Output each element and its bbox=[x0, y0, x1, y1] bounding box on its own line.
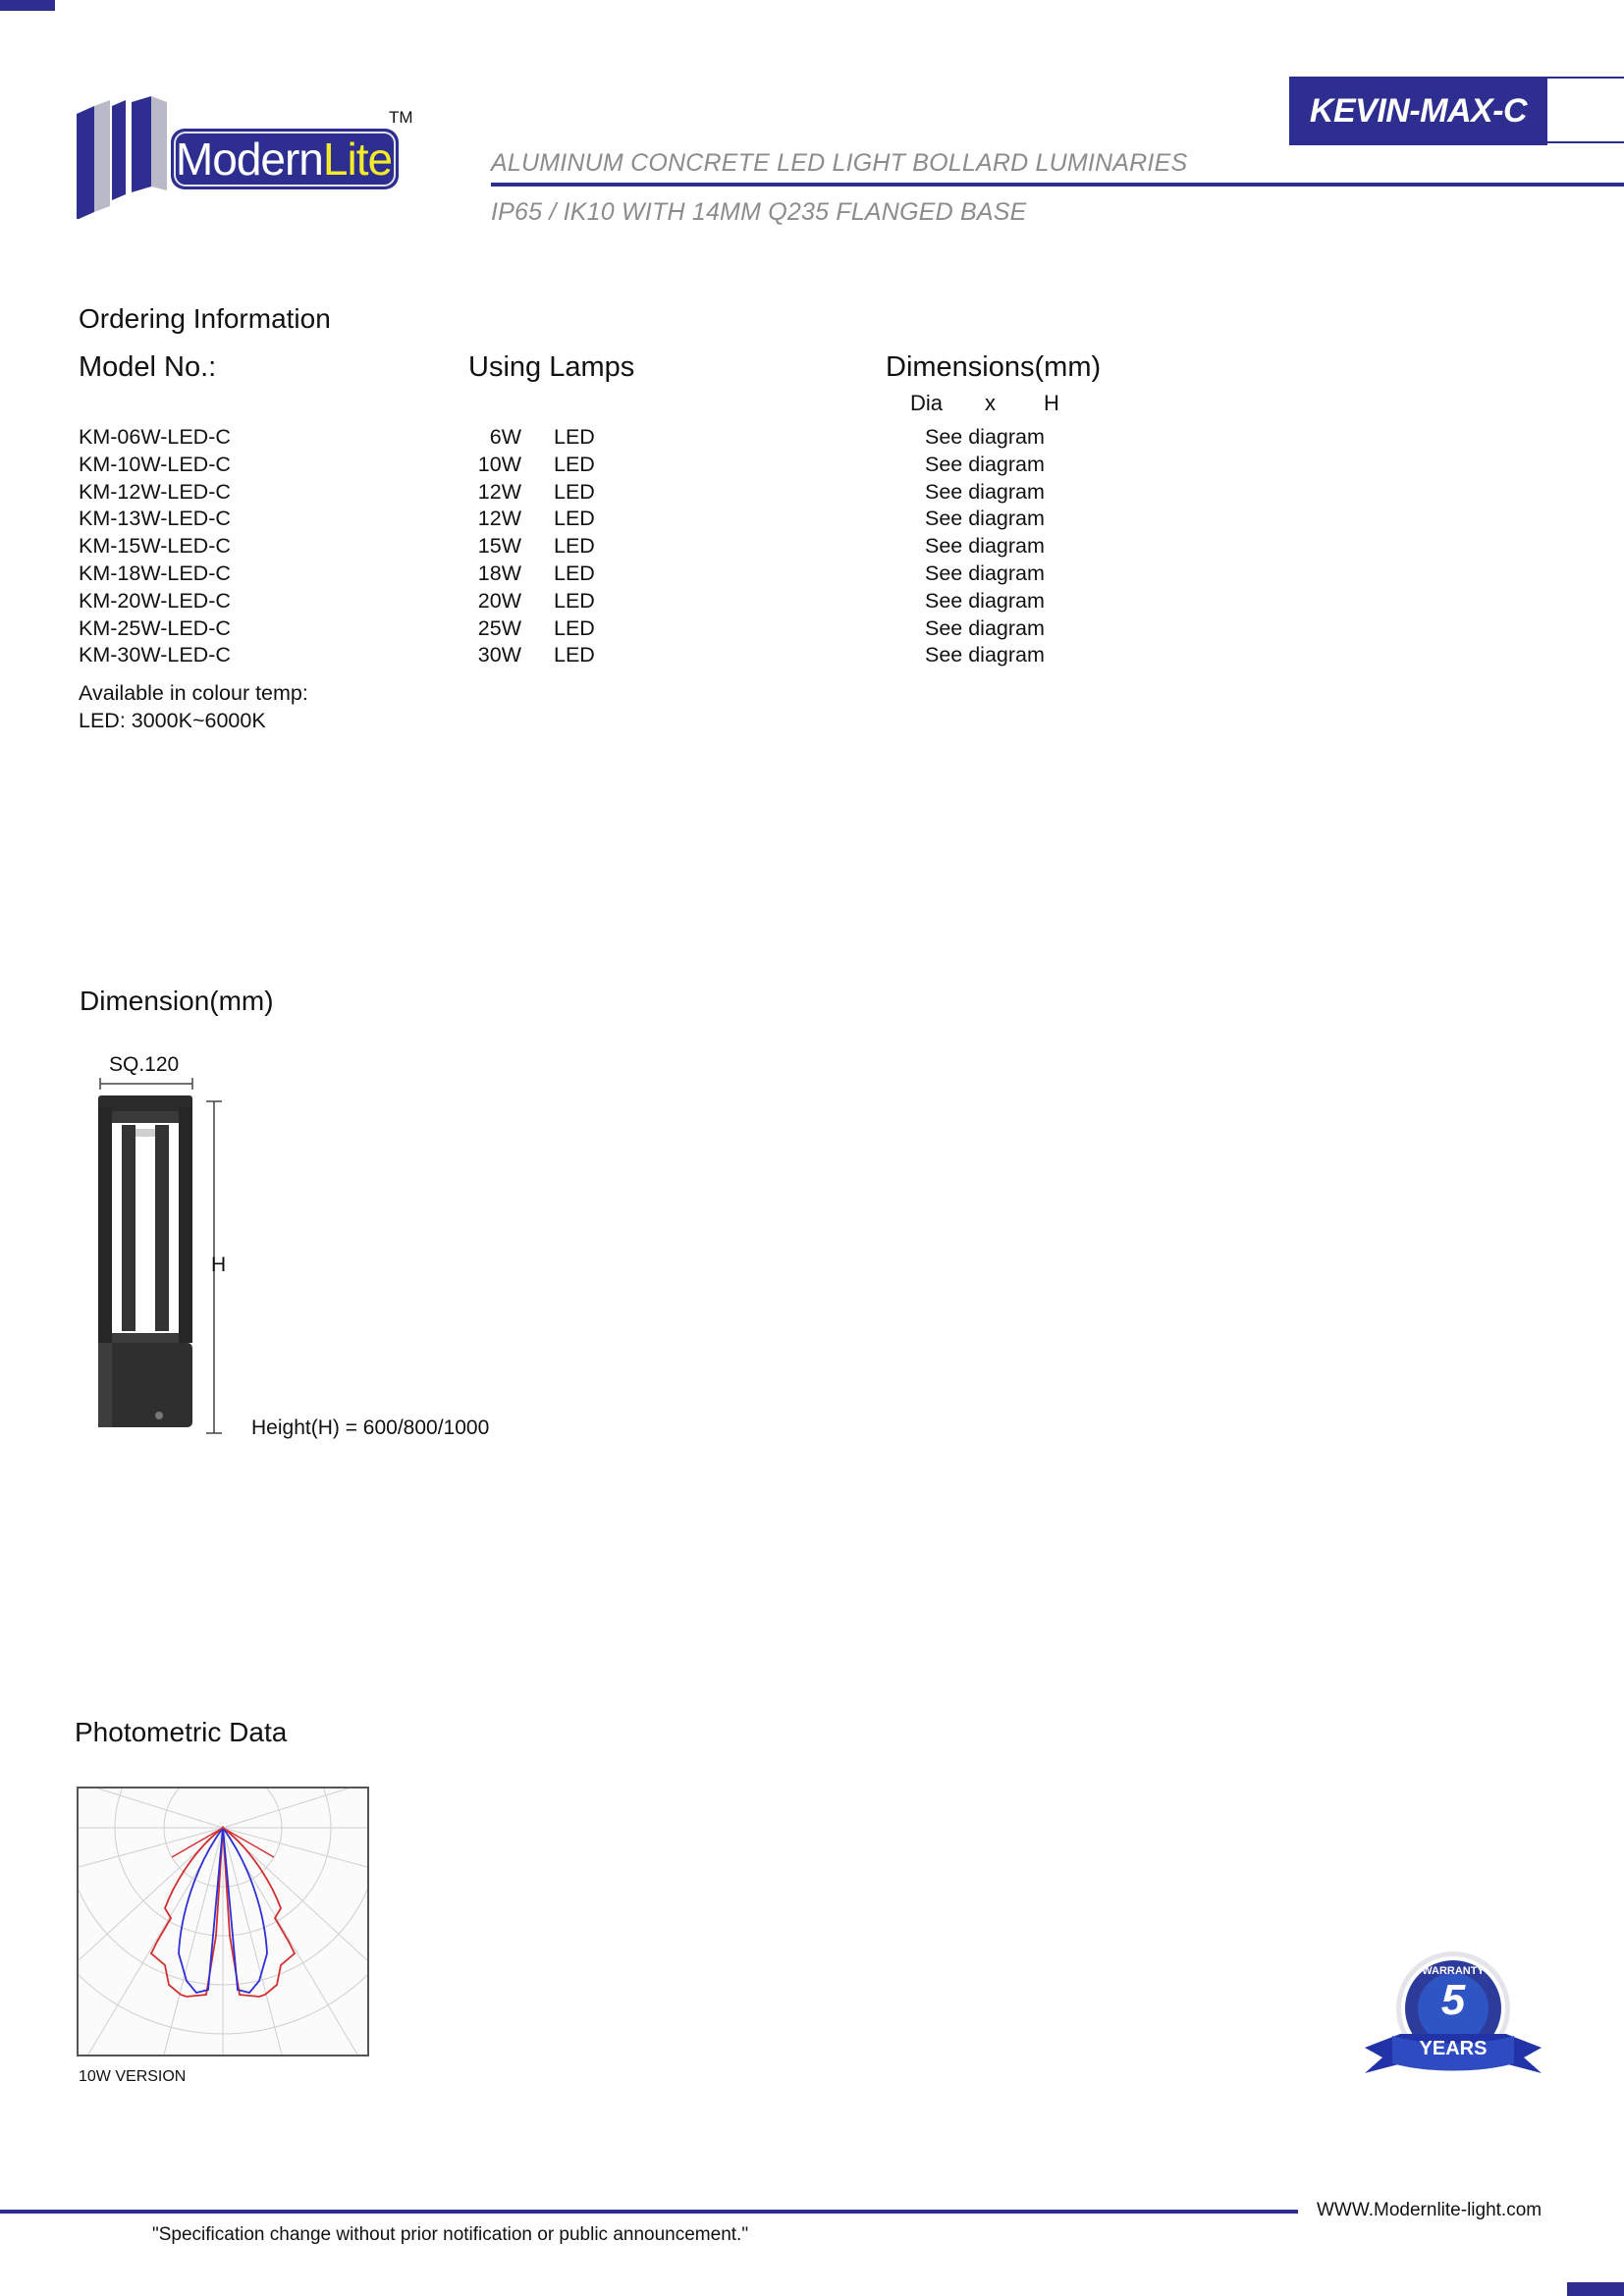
ordering-title: Ordering Information bbox=[79, 303, 331, 334]
dimensions-cell: See diagram bbox=[925, 452, 1045, 476]
lamp-type-cell: LED bbox=[554, 588, 595, 613]
trademark-symbol: TM bbox=[389, 108, 413, 127]
wattage-cell: 18W bbox=[477, 561, 521, 585]
product-code: KEVIN-MAX-C bbox=[1289, 77, 1547, 145]
dimensions-cell: See diagram bbox=[925, 643, 1045, 667]
dimensions-cell: See diagram bbox=[925, 534, 1045, 559]
product-subtitle-1: ALUMINUM CONCRETE LED LIGHT BOLLARD LUMINARIES bbox=[491, 149, 1188, 177]
height-symbol: H bbox=[211, 1254, 227, 1276]
bollard-icon bbox=[88, 1048, 265, 1441]
dimensions-cell: See diagram bbox=[925, 561, 1045, 585]
bollard-dimension-drawing bbox=[88, 1048, 265, 1441]
model-cell: KM-06W-LED-C bbox=[79, 425, 231, 449]
model-cell: KM-12W-LED-C bbox=[79, 479, 231, 504]
footer-rule bbox=[0, 2210, 1298, 2214]
table-row bbox=[79, 533, 1060, 561]
model-cell: KM-20W-LED-C bbox=[79, 588, 231, 613]
table-row bbox=[79, 642, 1060, 669]
photometric-caption: 10W VERSION bbox=[79, 2068, 187, 2085]
dimensions-cell: See diagram bbox=[925, 615, 1045, 640]
corner-accent-top bbox=[0, 0, 55, 11]
wattage-cell: 10W bbox=[477, 452, 521, 476]
dimension-title: Dimension(mm) bbox=[80, 986, 274, 1016]
subheader-x: x bbox=[985, 391, 996, 415]
table-row bbox=[79, 506, 1060, 533]
table-row bbox=[79, 452, 1060, 479]
warranty-years-number: 5 bbox=[1440, 1976, 1466, 2024]
wattage-cell: 12W bbox=[477, 479, 521, 504]
dimensions-cell: See diagram bbox=[925, 479, 1045, 504]
column-header-model: Model No.: bbox=[79, 351, 217, 383]
height-values: Height(H) = 600/800/1000 bbox=[251, 1416, 490, 1439]
product-code-outline bbox=[1543, 77, 1624, 143]
logo-text-main: Modern bbox=[175, 133, 323, 185]
wattage-cell: 30W bbox=[477, 643, 521, 667]
colour-temp-range: LED: 3000K~6000K bbox=[79, 709, 266, 732]
brand-logo bbox=[77, 96, 425, 219]
dimensions-cell: See diagram bbox=[925, 507, 1045, 531]
product-subtitle-2: IP65 / IK10 WITH 14MM Q235 FLANGED BASE bbox=[491, 198, 1027, 226]
header-rule bbox=[491, 183, 1624, 187]
lamp-type-cell: LED bbox=[554, 425, 595, 449]
logo-wordmark bbox=[171, 131, 397, 187]
column-header-lamps: Using Lamps bbox=[468, 351, 635, 383]
dimensions-cell: See diagram bbox=[925, 588, 1045, 613]
warranty-badge bbox=[1357, 1951, 1549, 2089]
table-row bbox=[79, 424, 1060, 452]
table-row bbox=[79, 479, 1060, 507]
warranty-label: WARRANTY bbox=[1422, 1965, 1485, 1977]
model-cell: KM-30W-LED-C bbox=[79, 643, 231, 667]
model-cell: KM-15W-LED-C bbox=[79, 534, 231, 559]
lamp-type-cell: LED bbox=[554, 615, 595, 640]
table-row bbox=[79, 615, 1060, 643]
wattage-cell: 12W bbox=[477, 507, 521, 531]
logo-text-accent: Lite bbox=[322, 133, 393, 185]
model-cell: KM-10W-LED-C bbox=[79, 452, 231, 476]
wattage-cell: 25W bbox=[477, 615, 521, 640]
dimensions-cell: See diagram bbox=[925, 425, 1045, 449]
wattage-cell: 6W bbox=[489, 425, 521, 449]
lamp-type-cell: LED bbox=[554, 534, 595, 559]
warranty-years-label: YEARS bbox=[1419, 2038, 1488, 2059]
colour-temp-note: Available in colour temp: bbox=[79, 681, 308, 705]
lamp-type-cell: LED bbox=[554, 507, 595, 531]
model-cell: KM-13W-LED-C bbox=[79, 507, 231, 531]
column-header-dimensions: Dimensions(mm) bbox=[886, 351, 1102, 383]
table-row bbox=[79, 588, 1060, 615]
subheader-dia: Dia bbox=[910, 391, 944, 415]
footer-disclaimer: "Specification change without prior notification or public announcement." bbox=[152, 2224, 749, 2245]
lamp-type-cell: LED bbox=[554, 479, 595, 504]
polar-diagram bbox=[79, 1789, 367, 2055]
subheader-h: H bbox=[1044, 391, 1059, 415]
ordering-table bbox=[79, 424, 1060, 669]
table-row bbox=[79, 561, 1060, 588]
model-cell: KM-25W-LED-C bbox=[79, 615, 231, 640]
website-link[interactable]: WWW.Modernlite-light.com bbox=[1317, 2200, 1543, 2220]
polar-light-distribution-chart bbox=[77, 1787, 369, 2056]
lamp-type-cell: LED bbox=[554, 452, 595, 476]
width-label: SQ.120 bbox=[109, 1053, 180, 1076]
wattage-cell: 20W bbox=[477, 588, 521, 613]
lamp-type-cell: LED bbox=[554, 561, 595, 585]
model-cell: KM-18W-LED-C bbox=[79, 561, 231, 585]
lamp-type-cell: LED bbox=[554, 643, 595, 667]
corner-accent-bottom bbox=[1567, 2282, 1624, 2296]
photometric-title: Photometric Data bbox=[75, 1717, 288, 1747]
wattage-cell: 15W bbox=[477, 534, 521, 559]
